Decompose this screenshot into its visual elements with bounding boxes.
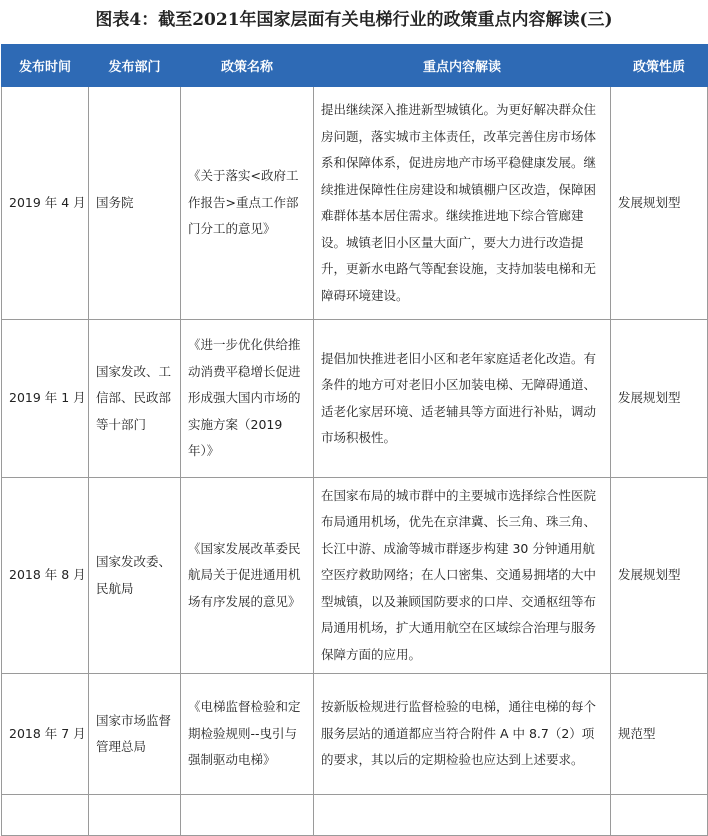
cell-date: 2018 年 7 月 [2,674,89,795]
table-row [2,674,708,795]
cell-content: 提出继续深入推进新型城镇化。为更好解决群众住房问题，落实城市主体责任，改革完善住房市场体系和保障体系，促进房地产市场平稳健康发展。继续推进保障性住房建设和城镇棚户区改造，保障困难群体基本居住需求。继续推进地下综合管廊建设。城镇老旧小区量大面广，要大力进行改造提升，更新水电路气等配套设施，支持加装电梯和无障碍环境建设。 [314,87,611,320]
cell-content: 在国家布局的城市群中的主要城市选择综合性医院布局通用机场，优先在京津冀、长三角、珠三角、长江中游、成渝等城市群逐步构建 30 分钟通用航空医疗救助网络；在人口密集、交通易拥堵的大中型城镇，以及兼顾国防要求的口岸、交通枢纽等布局通用机场，扩大通用航空在区域综合治理与服务保障方面的应用。 [314,478,611,674]
cell-date: 2019 年 1 月 [2,320,89,478]
header-nature: 政策性质 [611,45,708,87]
cell-empty [89,795,181,836]
table-row [2,478,708,674]
cell-policy-name: 《关于落实<政府工作报告>重点工作部门分工的意见》 [181,87,314,320]
table-row [2,320,708,478]
cell-empty [2,795,89,836]
table-row-empty [2,795,708,836]
header-department: 发布部门 [89,45,181,87]
chart-title: 图表4：截至2021年国家层面有关电梯行业的政策重点内容解读(三) [95,10,613,30]
cell-content: 按新版检规进行监督检验的电梯，通往电梯的每个服务层站的通道都应当符合附件 A 中 8.7（2）项的要求，其以后的定期检验也应达到上述要求。 [314,674,611,795]
cell-policy-name: 《进一步优化供给推动消费平稳增长促进形成强大国内市场的实施方案（2019年）》 [181,320,314,478]
cell-department: 国家市场监督管理总局 [89,674,181,795]
cell-empty [314,795,611,836]
cell-department: 国家发改委、民航局 [89,478,181,674]
table-header-row [2,45,708,87]
policy-table [1,44,708,836]
cell-nature: 发展规划型 [611,320,708,478]
header-policy-name: 政策名称 [181,45,314,87]
cell-policy-name: 《国家发展改革委民航局关于促进通用机场有序发展的意见》 [181,478,314,674]
cell-nature: 规范型 [611,674,708,795]
cell-date: 2018 年 8 月 [2,478,89,674]
table-row [2,87,708,320]
cell-policy-name: 《电梯监督检验和定期检验规则--曳引与强制驱动电梯》 [181,674,314,795]
cell-empty [181,795,314,836]
header-date: 发布时间 [2,45,89,87]
cell-nature: 发展规划型 [611,478,708,674]
cell-empty [611,795,708,836]
cell-department: 国务院 [89,87,181,320]
cell-department: 国家发改、工信部、民政部等十部门 [89,320,181,478]
header-content: 重点内容解读 [314,45,611,87]
cell-nature: 发展规划型 [611,87,708,320]
cell-content: 提倡加快推进老旧小区和老年家庭适老化改造。有条件的地方可对老旧小区加装电梯、无障碍通道、适老化家居环境、适老辅具等方面进行补贴，调动市场积极性。 [314,320,611,478]
cell-date: 2019 年 4 月 [2,87,89,320]
